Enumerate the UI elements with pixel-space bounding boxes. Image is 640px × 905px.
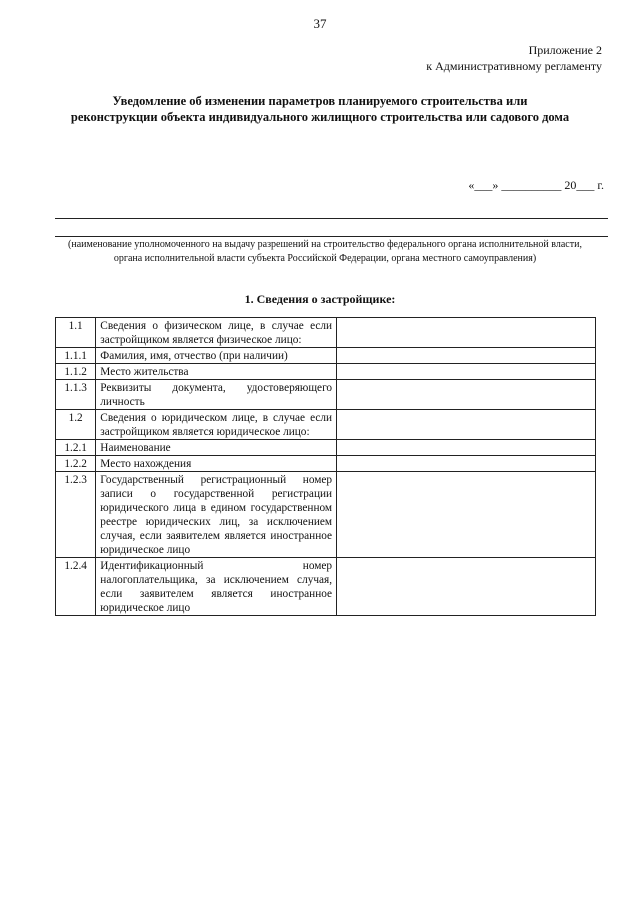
row-value-field[interactable] — [337, 364, 596, 380]
date-line: «___» __________ 20___ г. — [468, 178, 604, 192]
table-row — [56, 380, 596, 410]
row-description: Сведения о физическом лице, в случае если застройщиком является физическое лицо: — [96, 318, 337, 348]
row-description: Сведения о юридическом лице, в случае если застройщиком является юридическое лицо: — [96, 410, 337, 440]
row-description: Фамилия, имя, отчество (при наличии) — [96, 348, 337, 364]
row-number: 1.2.2 — [56, 456, 96, 472]
row-value-field[interactable] — [337, 440, 596, 456]
table-row — [56, 318, 596, 348]
table-row — [56, 558, 596, 616]
row-number: 1.2 — [56, 410, 96, 440]
row-number: 1.1.2 — [56, 364, 96, 380]
row-description: Место нахождения — [96, 456, 337, 472]
row-number: 1.2.1 — [56, 440, 96, 456]
table-row — [56, 472, 596, 558]
developer-info-table — [55, 317, 596, 616]
row-value-field[interactable] — [337, 456, 596, 472]
row-number: 1.1.3 — [56, 380, 96, 410]
row-value-field[interactable] — [337, 348, 596, 364]
row-description: Наименование — [96, 440, 337, 456]
row-description: Место жительства — [96, 364, 337, 380]
table-row — [56, 456, 596, 472]
row-value-field[interactable] — [337, 318, 596, 348]
document-title: Уведомление об изменении параметров планируемого строительства или реконструкции объекта индивидуального жилищного строительства или садового дома — [70, 94, 570, 124]
authority-caption: (наименование уполномоченного на выдачу разрешений на строительство федерального органа исполнительной власти, органа исполнительной власти субъекта Российской Федерации, органа местного самоуправления) — [68, 239, 582, 264]
section-heading: 1. Сведения о застройщике: — [244, 292, 396, 306]
page-number: 37 — [313, 16, 327, 31]
row-value-field[interactable] — [337, 380, 596, 410]
row-description: Идентификационный номер налогоплательщика, за исключением случая, если заявителем является иностранное юридическое лицо — [96, 558, 337, 616]
appendix-label: Приложение 2 — [528, 43, 602, 57]
table-row — [56, 440, 596, 456]
table-row — [56, 410, 596, 440]
authority-line-1 — [55, 218, 608, 219]
table-row — [56, 364, 596, 380]
row-number: 1.1.1 — [56, 348, 96, 364]
row-description: Государственный регистрационный номер записи о государственной регистрации юридического лица в едином государственном реестре юридических лиц, за исключением случая, если заявителем является иностранное юридическое лицо — [96, 472, 337, 558]
row-value-field[interactable] — [337, 558, 596, 616]
row-value-field[interactable] — [337, 410, 596, 440]
row-value-field[interactable] — [337, 472, 596, 558]
row-description: Реквизиты документа, удостоверяющего личность — [96, 380, 337, 410]
appendix-reference: к Административному регламенту — [426, 59, 602, 73]
table-row — [56, 348, 596, 364]
row-number: 1.2.4 — [56, 558, 96, 616]
row-number: 1.2.3 — [56, 472, 96, 558]
authority-line-2 — [55, 236, 608, 237]
row-number: 1.1 — [56, 318, 96, 348]
